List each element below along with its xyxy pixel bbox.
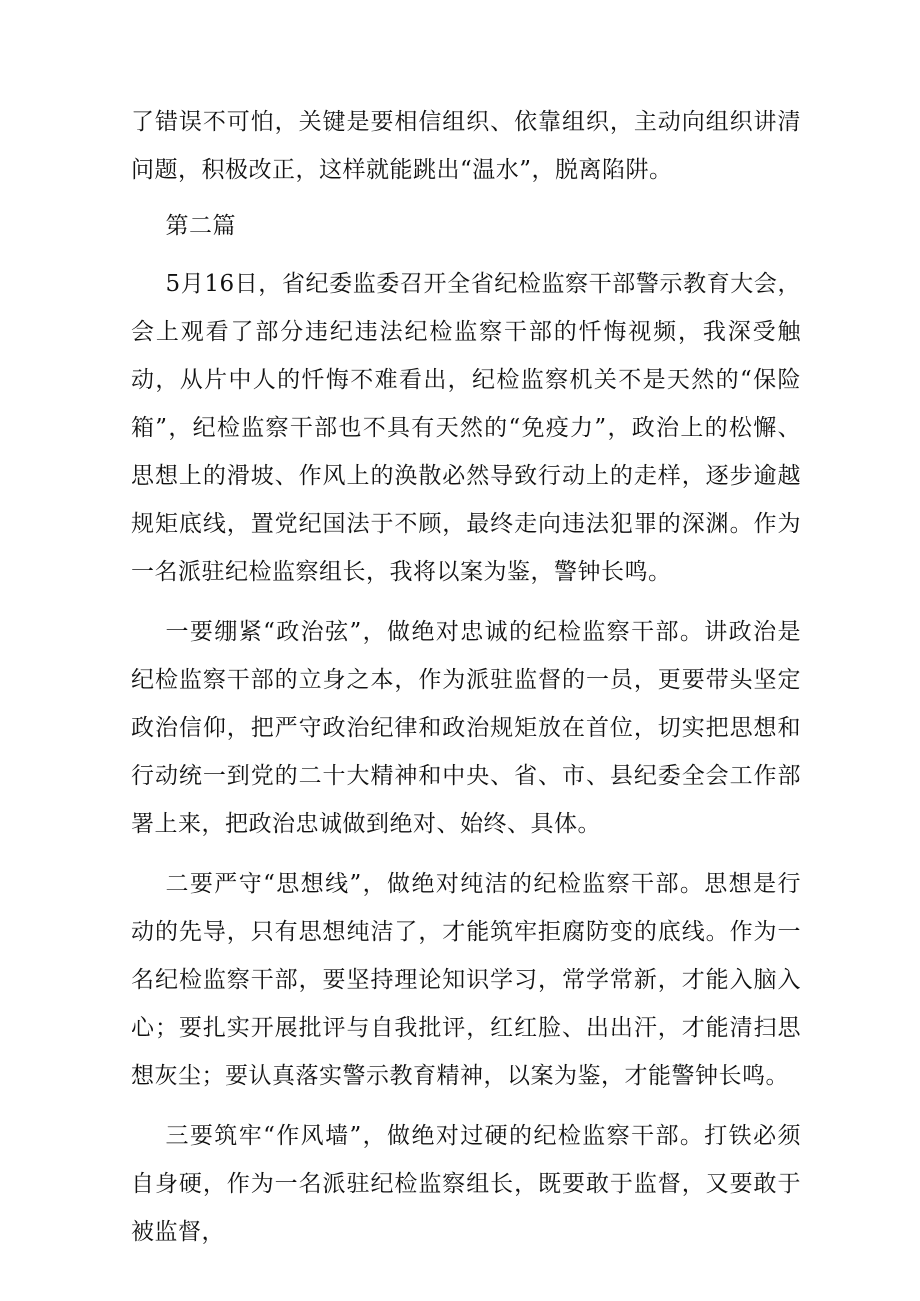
section-heading: 第二篇	[165, 213, 236, 239]
document-body	[131, 98, 801, 1268]
paragraph-continuation: 了错误不可怕，关键是要相信组织、依靠组织，主动向组织讲清问题，积极改正，这样就能跳出“温水”，脱离陷阱。	[131, 109, 801, 183]
paragraph-point-two: 二要严守“思想线”，做绝对纯洁的纪检监察干部。思想是行动的先导，只有思想纯洁了，才能筑牢拒腐防变的底线。作为一名纪检监察干部，要坚持理论知识学习，常学常新，才能入脑入心；要扎实开展批评与自我批评，红红脸、出出汗，才能清扫思想灰尘；要认真落实警示教育精神，以案为鉴，才能警钟长鸣。	[131, 871, 801, 1089]
paragraph-point-one: 一要绷紧“政治弦”，做绝对忠诚的纪检监察干部。讲政治是纪检监察干部的立身之本，作为派驻监督的一员，更要带头坚定政治信仰，把严守政治纪律和政治规矩放在首位，切实把思想和行动统一到党的二十大精神和中央、省、市、县纪委全会工作部署上来，把政治忠诚做到绝对、始终、具体。	[131, 619, 801, 837]
paragraph-point-three: 三要筑牢“作风墙”，做绝对过硬的纪检监察干部。打铁必须自身硬，作为一名派驻纪检监察组长，既要敢于监督，又要敢于被监督，	[131, 1123, 801, 1245]
paragraph-intro: 5月16日，省纪委监委召开全省纪检监察干部警示教育大会，会上观看了部分违纪违法纪检监察干部的忏悔视频，我深受触动，从片中人的忏悔不难看出，纪检监察机关不是天然的“保险箱”，纪检监察干部也不具有天然的“免疫力”，政治上的松懈、思想上的滑坡、作风上的涣散必然导致行动上的走样，逐步逾越规矩底线，置党纪国法于不顾，最终走向违法犯罪的深渊。作为一名派驻纪检监察组长，我将以案为鉴，警钟长鸣。	[131, 271, 801, 585]
